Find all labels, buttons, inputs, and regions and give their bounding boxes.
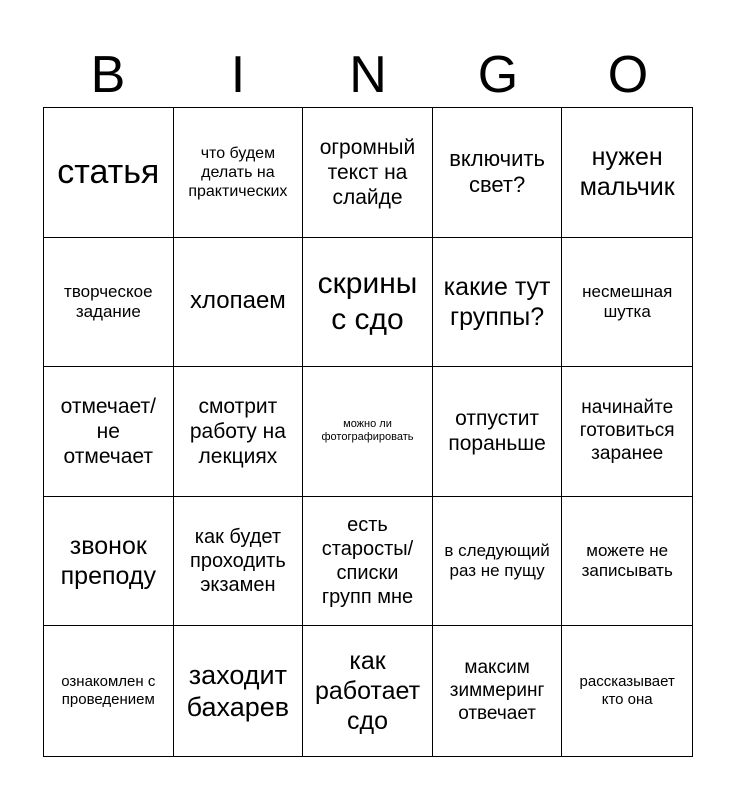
bingo-cell[interactable] xyxy=(303,367,433,497)
bingo-cell[interactable] xyxy=(174,238,304,368)
bingo-cell[interactable] xyxy=(562,497,692,627)
bingo-cell[interactable] xyxy=(433,238,563,368)
bingo-cell[interactable] xyxy=(303,108,433,238)
bingo-cell-text: звонок преподу xyxy=(60,532,156,591)
bingo-cell[interactable] xyxy=(174,497,304,627)
bingo-cell-text: огромный текст на слайде xyxy=(319,135,416,209)
bingo-cell[interactable] xyxy=(562,238,692,368)
header-letter-g: G xyxy=(477,46,519,104)
bingo-cell[interactable] xyxy=(44,497,174,627)
bingo-header xyxy=(43,44,693,106)
bingo-cell-text: отпустит пораньше xyxy=(448,407,546,456)
bingo-cell-text: есть старосты/ списки групп мне xyxy=(321,514,414,609)
bingo-cell-text: можно ли фотографировать xyxy=(321,418,414,444)
bingo-cell-text: какие тут группы? xyxy=(443,272,551,331)
bingo-cell-text: максим зиммеринг отвечает xyxy=(449,657,545,724)
bingo-cell[interactable] xyxy=(303,497,433,627)
bingo-cell-text: нужен мальчик xyxy=(579,143,675,202)
bingo-cell[interactable] xyxy=(433,108,563,238)
bingo-cell[interactable] xyxy=(174,367,304,497)
bingo-cell[interactable] xyxy=(562,626,692,756)
header-letter-o: O xyxy=(607,46,649,104)
bingo-cell-text: статья xyxy=(57,152,160,191)
bingo-cell-text: ознакомлен с проведением xyxy=(61,673,156,709)
bingo-cell[interactable] xyxy=(562,108,692,238)
bingo-cell[interactable] xyxy=(433,367,563,497)
header-letter-n: N xyxy=(349,46,387,104)
bingo-cell[interactable] xyxy=(562,367,692,497)
bingo-cell-text: начинайте готовиться заранее xyxy=(579,397,675,464)
header-letter-b: B xyxy=(90,46,126,104)
bingo-cell-text: смотрит работу на лекциях xyxy=(189,394,286,469)
bingo-cell[interactable] xyxy=(174,108,304,238)
bingo-cell-text: рассказывает кто она xyxy=(579,673,675,709)
bingo-cell[interactable] xyxy=(433,497,563,627)
bingo-cell-text: заходит бахарев xyxy=(186,659,290,723)
bingo-cell[interactable] xyxy=(44,626,174,756)
bingo-cell-text: несмешная шутка xyxy=(582,281,673,321)
bingo-cell[interactable] xyxy=(44,108,174,238)
bingo-cell-text: в следующий раз не пущу xyxy=(444,540,550,581)
bingo-cell-text: скрины с сдо xyxy=(317,266,418,336)
bingo-cell-text: как будет проходить экзамен xyxy=(190,526,286,597)
bingo-cell[interactable] xyxy=(433,626,563,756)
bingo-cell-text: творческое задание xyxy=(64,281,153,321)
bingo-grid xyxy=(43,107,693,757)
bingo-cell-text: можете не записывать xyxy=(581,540,673,581)
bingo-cell[interactable] xyxy=(44,367,174,497)
bingo-cell[interactable] xyxy=(303,238,433,368)
bingo-cell-text: включить свет? xyxy=(449,145,545,198)
bingo-cell-text: как работает сдо xyxy=(314,647,421,736)
bingo-cell[interactable] xyxy=(303,626,433,756)
bingo-cell-text: хлопаем xyxy=(189,287,286,315)
bingo-cell-text: отмечает/ не отмечает xyxy=(60,394,156,469)
bingo-cell-text: что будем делать на практических xyxy=(188,144,288,200)
bingo-cell[interactable] xyxy=(174,626,304,756)
header-letter-i: I xyxy=(230,46,246,104)
bingo-cell[interactable] xyxy=(44,238,174,368)
